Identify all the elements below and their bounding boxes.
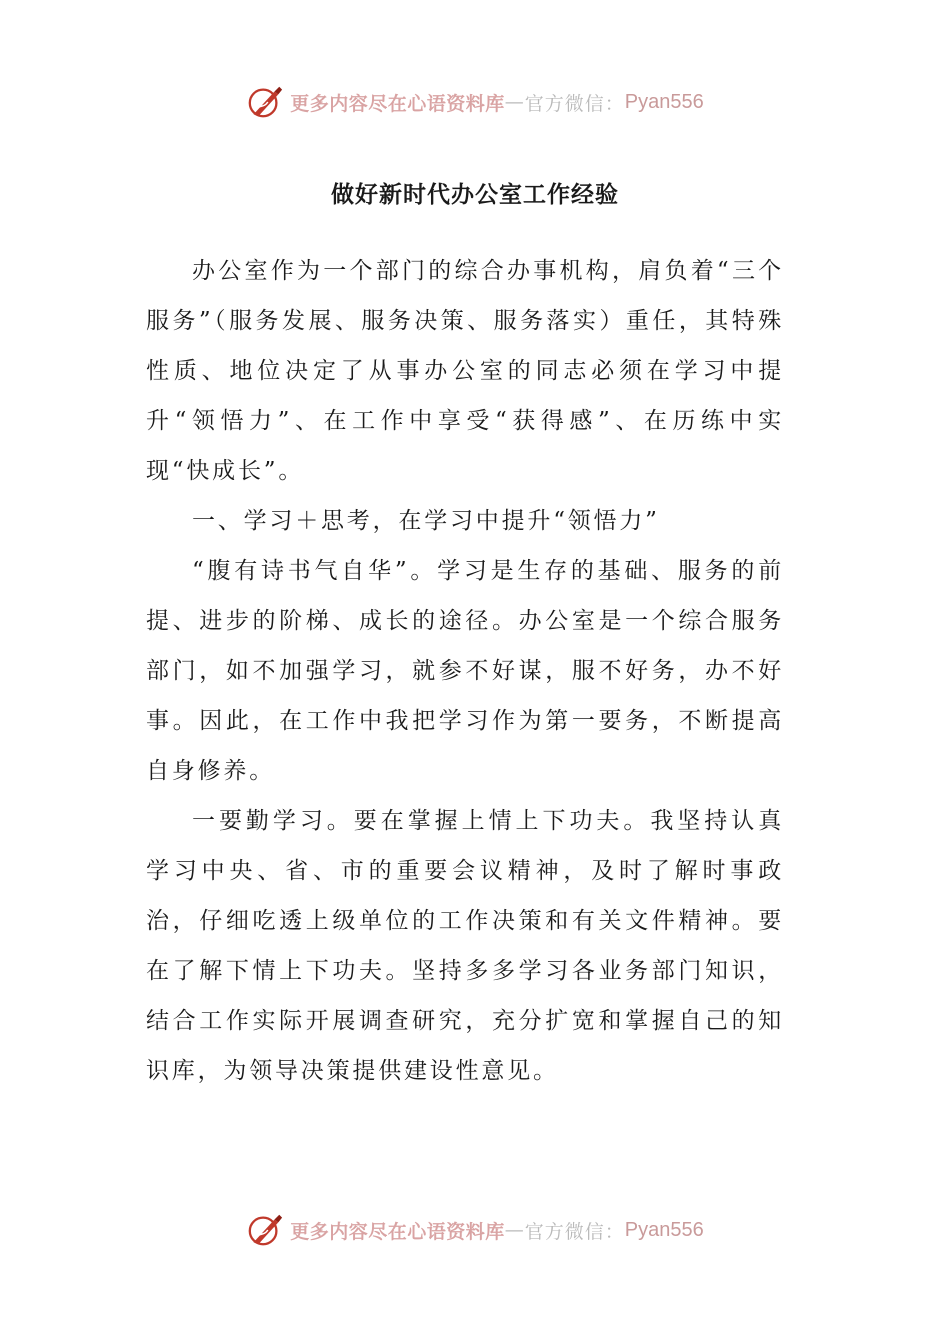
section-heading-1: 一、学习＋思考，在学习中提升“领悟力”	[192, 508, 660, 534]
banner-main-text: 更多内容尽在心语资料库	[290, 1220, 505, 1243]
pen-logo-icon	[246, 83, 284, 121]
banner-sub-text: 官方微信：	[524, 92, 625, 115]
banner-wechat-id: Pyan556	[624, 1218, 704, 1241]
pen-logo-icon	[246, 1211, 284, 1249]
document-body	[146, 246, 784, 1096]
banner-wechat-id: Pyan556	[624, 90, 704, 113]
banner-dash: —	[504, 1219, 525, 1241]
document-title: 做好新时代办公室工作经验	[331, 181, 619, 208]
banner-dash: —	[504, 91, 525, 113]
banner-main-text: 更多内容尽在心语资料库	[290, 92, 505, 115]
paragraph-diligent-study: 一要勤学习。要在掌握上情上下功夫。我坚持认真学习中央、省、市的重要会议精神，及时了解时事政治，仔细吃透上级单位的工作决策和有关文件精神。要在了解下情上下功夫。坚持多多学习各业务部门知识，结合工作实际开展调查研究，充分扩宽和掌握自己的知识库，为领导决策提供建设性意见。	[146, 808, 784, 1084]
footer-watermark	[0, 1208, 950, 1252]
header-watermark	[0, 80, 950, 124]
banner-sub-text: 官方微信：	[524, 1220, 625, 1243]
paragraph-learning: “腹有诗书气自华”。学习是生存的基础、服务的前提、进步的阶梯、成长的途径。办公室是一个综合服务部门，如不加强学习，就参不好谋，服不好务，办不好事。因此，在工作中我把学习作为第一要务，不断提高自身修养。	[146, 558, 784, 784]
paragraph-intro: 办公室作为一个部门的综合办事机构，肩负着“三个服务”（服务发展、服务决策、服务落实）重任，其特殊性质、地位决定了从事办公室的同志必须在学习中提升“领悟力”、在工作中享受“获得感”、在历练中实现“快成长”。	[146, 258, 784, 484]
